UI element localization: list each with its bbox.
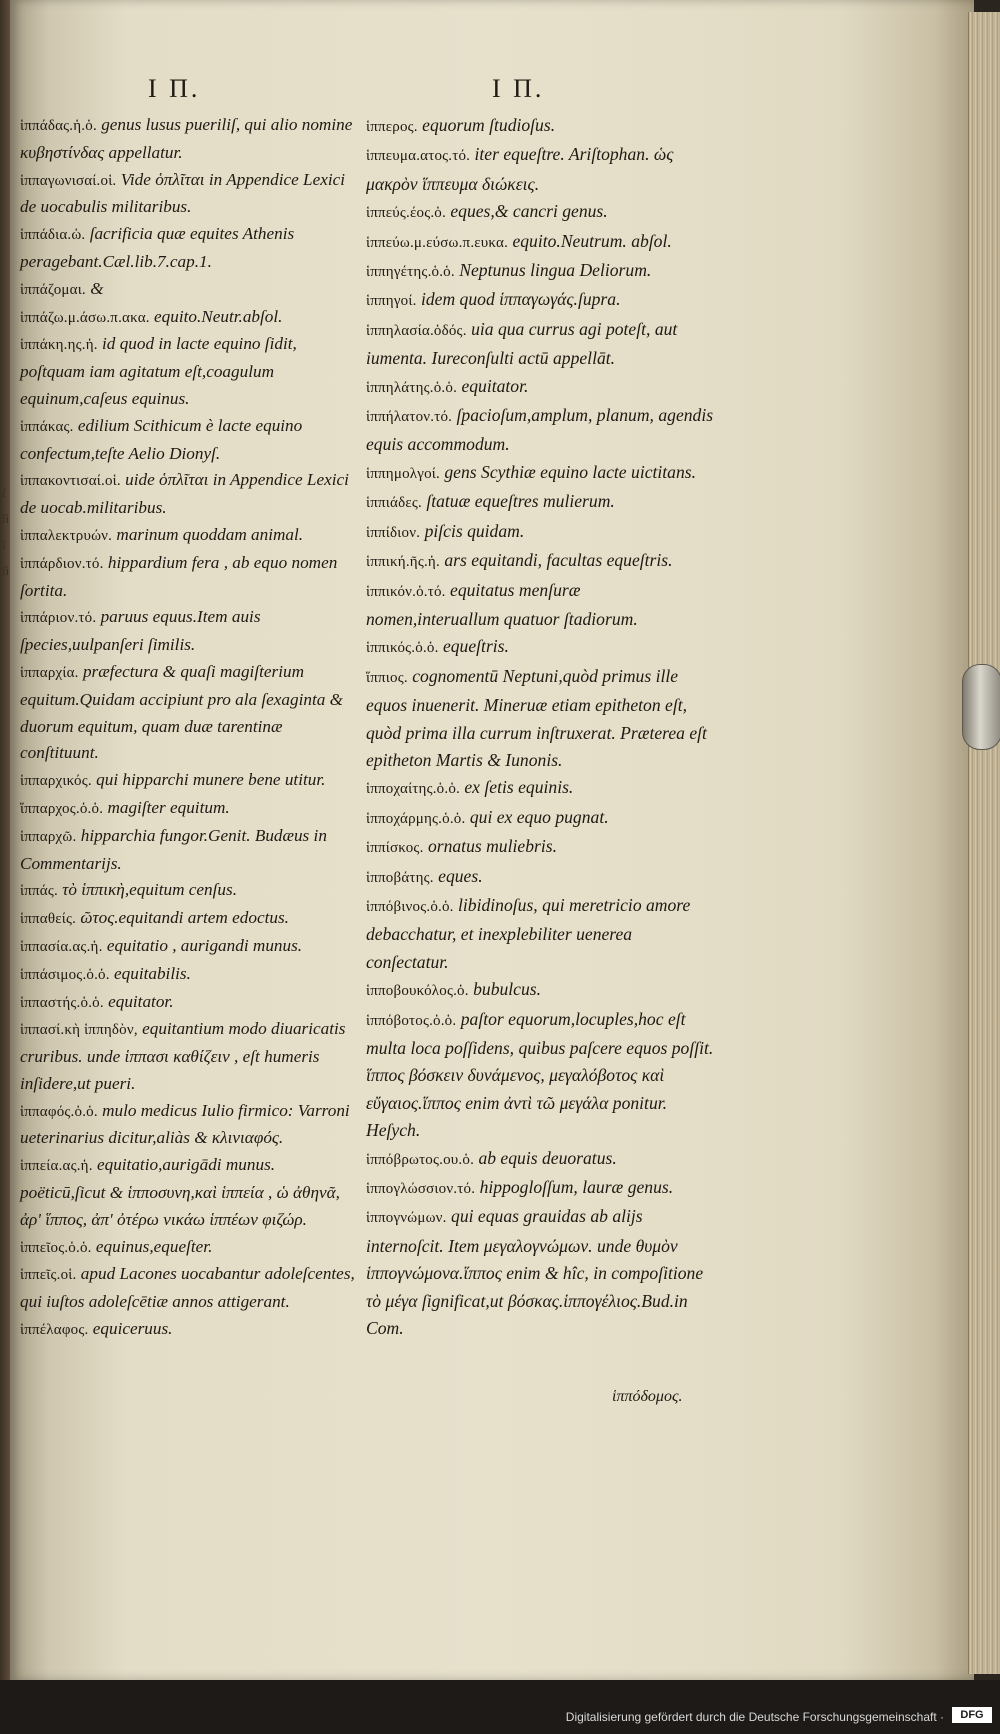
entry-lemma: ἱππαφός.ὁ.ὁ.	[20, 1103, 98, 1120]
entry-definition: equitatio , aurigandi munus.	[106, 935, 303, 955]
dictionary-entry	[20, 167, 360, 222]
dictionary-entry	[20, 877, 360, 905]
dictionary-entry	[366, 833, 718, 862]
entry-definition: hippogloſſum, lauræ genus.	[479, 1177, 674, 1198]
dictionary-entry	[20, 221, 360, 276]
entry-definition: idem quod ἱππαγωγάς.ſupra.	[420, 289, 621, 310]
entry-definition: bubulcus.	[473, 979, 542, 1000]
entry-definition: eques,& cancri genus.	[450, 201, 608, 222]
entry-definition: qui ex equo pugnat.	[469, 806, 609, 827]
entry-definition: equitator.	[461, 375, 529, 396]
entry-lemma: ἱππικόν.ὁ.τό.	[366, 583, 446, 600]
entry-lemma: ἱππηλάτης.ὁ.ὁ.	[366, 379, 458, 396]
dictionary-entry	[20, 795, 360, 823]
entry-lemma: ἱππεῖος.ὁ.ὁ.	[20, 1239, 92, 1256]
entry-lemma: ἱπποχάρμης.ὁ.ὁ.	[366, 810, 466, 827]
entry-lemma: ἱππερος.	[366, 119, 418, 135]
entry-lemma: ἱππίσκος.	[366, 840, 424, 857]
dictionary-entry	[366, 577, 718, 634]
entry-lemma: ἱππημολγοί.	[366, 465, 440, 482]
entry-definition: &	[90, 278, 104, 298]
entry-definition: iter equeſtre. Ariſtophan. ὡς μακρὸν ἵππευμα διώκεις.	[366, 144, 674, 194]
entry-definition: Neptunus lingua Deliorum.	[459, 260, 652, 281]
entry-lemma: ἱπποβουκόλος.ὁ.	[366, 983, 469, 1000]
entry-lemma: ἱππάκας.	[20, 418, 74, 435]
entry-definition: ex ſetis equinis.	[464, 777, 574, 798]
dictionary-entry	[366, 774, 718, 803]
dictionary-entry	[366, 257, 718, 286]
entry-lemma: ἱππεύς.έος.ὁ.	[366, 205, 446, 222]
dictionary-entry	[20, 767, 360, 795]
entry-definition: equitatio,aurigādi munus. poëticū,ſicut & ἱπποσυνη,καὶ ἱππεία , ὡ ἀθηνᾶ, ἀρ' ἵππος, ἀπ' ὀτέρω νικάω ἱππέων φιζώρ.	[20, 1155, 340, 1229]
entry-lemma: ἱππεῖς.οἱ.	[20, 1267, 77, 1284]
entry-lemma: ἱππεύω.μ.εύσω.π.ευκα.	[366, 234, 509, 251]
dictionary-entry	[366, 286, 718, 315]
dictionary-entry	[20, 933, 360, 961]
dfg-logo: DFG	[952, 1707, 992, 1723]
entry-lemma: ἱππάκη.ης.ἡ.	[20, 337, 98, 354]
running-head-right: I Π.	[492, 74, 545, 103]
dictionary-entry	[366, 1006, 718, 1145]
margin-mark: ſi	[2, 511, 10, 526]
entry-definition: hippardium fera , ab equo nomen ſortita.	[20, 552, 338, 600]
margin-mark: ſ	[2, 485, 6, 500]
dictionary-entry	[366, 459, 718, 488]
entry-definition: libidinoſus, qui meretricio amore debacchatur, et inexplebiliter uenerea conſectatur.	[366, 894, 691, 972]
entry-lemma: ἱππέλαφος.	[20, 1322, 89, 1339]
dictionary-entry	[20, 823, 360, 878]
entry-lemma: ἱππάριον.τό.	[20, 610, 97, 627]
margin-mark: ſ	[2, 537, 6, 552]
entry-definition: equitator.	[108, 991, 174, 1011]
entry-lemma: ἱππόβινος.ὁ.ὁ.	[366, 898, 454, 915]
dictionary-entry	[20, 1152, 360, 1233]
entry-definition: paruus equus.Item auis ſpecies,uulpanſeri ſimilis.	[20, 607, 261, 655]
left-margin-marks	[2, 480, 14, 584]
entry-lemma: ἱππασία.ας.ἡ.	[20, 938, 103, 955]
entry-definition: equorum ſtudioſus.	[422, 115, 556, 135]
entry-lemma: ἱππαλεκτρυών.	[20, 527, 113, 544]
dictionary-entry	[20, 112, 360, 167]
dictionary-entry	[20, 659, 360, 767]
entry-definition: piſcis quidam.	[424, 520, 525, 541]
dictionary-entry	[366, 518, 718, 547]
entry-lemma: ἱππογνώμων.	[366, 1210, 447, 1227]
dictionary-entry	[366, 402, 718, 459]
dictionary-entry	[20, 1234, 360, 1262]
dictionary-entry	[20, 467, 360, 522]
dictionary-entry	[20, 1261, 360, 1316]
entry-definition: paſtor equorum,locuples,hoc eſt multa loca poſſidens, quibus paſcere equos poſſit. ἵππος βόσκειν δυνάμενος, μεγαλόβοτος καὶ εὔγαιος.ἵππος enim ἀντὶ τῶ μεγάλα ponitur. Heſych.	[366, 1008, 714, 1141]
entry-definition: eques.	[438, 865, 483, 886]
dictionary-entry	[366, 1174, 718, 1203]
dictionary-entry	[20, 604, 360, 659]
entry-definition: uia qua currus agi poteſt, aut iumenta. Iureconſulti actū appellāt.	[366, 318, 678, 369]
entry-definition: præfectura & quaſi magiſterium equitum.Quidam accipiunt pro ala ſexaginta & duorum equitum, quam duæ tarentinæ conſtituunt.	[20, 661, 344, 763]
dictionary-entry	[366, 547, 718, 576]
entry-definition: ſpacioſum,amplum, planum, agendis equis accommodum.	[366, 405, 714, 455]
entry-definition: equitabilis.	[114, 963, 191, 983]
entry-lemma: ἱππαστής.ὁ.ὁ.	[20, 994, 104, 1011]
entry-lemma: ἱππαρχῶ.	[20, 828, 77, 845]
entry-definition: genus lusus pueriliſ, qui alio nomine κυβηστίνδας appellatur.	[20, 115, 353, 162]
entry-definition: gens Scythiæ equino lacte uictitans.	[444, 461, 697, 482]
dictionary-entry	[20, 961, 360, 989]
entry-lemma: ἱππικός.ὁ.ὁ.	[366, 640, 439, 657]
entry-definition: equinus,equeſter.	[95, 1236, 213, 1256]
footer-bar	[0, 1680, 1000, 1734]
entry-definition: ornatus muliebris.	[427, 836, 557, 857]
page-fore-edge	[968, 12, 1000, 1674]
entry-definition: uide ὁπλῖται in Appendice Lexici de uocab.militaribus.	[20, 470, 349, 518]
dictionary-entry	[366, 112, 718, 141]
entry-lemma: ἱππασί.κὴ ἱππηδὸν,	[20, 1022, 138, 1039]
dictionary-entry	[20, 331, 360, 412]
entry-lemma: ἵππιος.	[366, 669, 408, 686]
entry-lemma: ἱππάδας.ἡ.ὁ.	[20, 118, 97, 134]
dictionary-entry	[366, 633, 718, 662]
entry-definition: equito.Neutrum. abſol.	[512, 230, 672, 251]
dictionary-entry	[366, 663, 718, 775]
dictionary-entry	[366, 141, 718, 198]
entry-lemma: ἱππάς.	[20, 883, 58, 900]
dictionary-entry	[20, 522, 360, 550]
entry-definition: ab equis deuoratus.	[478, 1147, 617, 1168]
entry-definition: qui equas grauidas ab alijs internoſcit. Item μεγαλογνώμων. unde θυμὸν ἱππογνώμονα.ἵππος enim & hîc, in compoſitione τὸ μέγα ſignificat,ut βόσκας.ἱππογέλιος.Bud.in Com.	[366, 1206, 704, 1339]
entry-lemma: ἱππάδια.ὡ.	[20, 227, 86, 244]
entry-lemma: ἱππογλώσσιον.τό.	[366, 1181, 476, 1198]
dictionary-entry	[20, 276, 360, 304]
entry-lemma: ἱππόβοτος.ὁ.ὁ.	[366, 1012, 457, 1029]
entry-definition: magiſter equitum.	[107, 797, 230, 817]
entry-definition: qui hipparchi munere bene utitur.	[96, 770, 326, 790]
dictionary-entry	[20, 1098, 360, 1153]
left-column	[20, 112, 360, 1344]
entry-lemma: ἱπποχαίτης.ὁ.ὁ.	[366, 781, 460, 798]
entry-lemma: ἱππεία.ας.ἡ.	[20, 1158, 93, 1175]
entry-lemma: ἱππάρδιον.τό.	[20, 555, 104, 572]
entry-definition: equiceruus.	[92, 1319, 173, 1339]
dictionary-entry	[20, 989, 360, 1017]
running-head-left: I Π.	[148, 74, 201, 103]
dictionary-entry	[366, 373, 718, 402]
entry-lemma: ἵππαρχος.ὁ.ὁ.	[20, 800, 104, 817]
entry-definition: marinum quoddam animal.	[116, 524, 304, 544]
entry-definition: edilium Scithicum è lacte equino confectum,teſte Aelio Dionyſ.	[20, 415, 303, 463]
dictionary-entry	[20, 304, 360, 332]
dictionary-entry	[20, 1016, 360, 1097]
entry-lemma: ἱππάζω.μ.άσω.π.ακα.	[20, 309, 150, 326]
dictionary-entry	[20, 905, 360, 933]
entry-definition: hipparchia fungor.Genit. Budæus in Commentarijs.	[20, 825, 327, 873]
entry-lemma: ἱπποβάτης.	[366, 869, 434, 886]
entry-lemma: ἱππαγωνισαί.οἱ.	[20, 172, 117, 189]
dictionary-entry	[366, 892, 718, 976]
dictionary-entry	[20, 413, 360, 468]
entry-lemma: ἱππόβρωτος.ου.ὁ.	[366, 1151, 475, 1168]
entry-lemma: ἱππηλασία.ὁδός.	[366, 322, 467, 339]
entry-definition: equeſtris.	[442, 636, 509, 657]
entry-lemma: ἱππάζομαι.	[20, 281, 86, 298]
dictionary-entry	[366, 198, 718, 227]
dictionary-entry	[366, 316, 718, 373]
entry-definition: equitantium modo diuaricatis cruribus. unde ἱππασι καθίζειν , eſt humeris inſidere,ut pueri.	[20, 1019, 346, 1093]
entry-lemma: ἱππευμα.ατος.τό.	[366, 148, 471, 165]
entry-definition: equitatus menſuræ nomen,interuallum quatuor ſtadiorum.	[366, 579, 638, 629]
dictionary-entry	[20, 1316, 360, 1344]
dictionary-entry	[366, 228, 718, 257]
entry-lemma: ἱππίδιον.	[366, 524, 421, 541]
catchword: ἱππόδομος.	[612, 1388, 683, 1405]
entry-lemma: ἱππική.ῆς.ἡ.	[366, 554, 440, 571]
entry-definition: Vide ὁπλῖται in Appendice Lexici de uocabulis militaribus.	[20, 169, 346, 217]
entry-lemma: ἱππηγέτης.ὁ.ὁ.	[366, 264, 455, 281]
dictionary-entry	[366, 863, 718, 892]
entry-lemma: ἱππαρχία.	[20, 664, 79, 681]
entry-lemma: ἱππιάδες.	[366, 495, 422, 512]
entry-lemma: ἱππαθείς.	[20, 911, 77, 928]
entry-definition: apud Lacones uocabantur adoleſcentes, qui iuſtos adoleſcētiæ annos attigerant.	[20, 1264, 355, 1312]
dictionary-entry	[366, 976, 718, 1005]
dictionary-entry	[366, 804, 718, 833]
entry-definition: ars equitandi, facultas equeſtris.	[444, 550, 673, 571]
entry-lemma: ἱππαρχικός.	[20, 773, 92, 790]
margin-mark: ſi	[2, 563, 10, 578]
entry-definition: mulo medicus Iulio firmico: Varroni ueterinarius dicitur,aliàs & κλινιαφός.	[20, 1100, 350, 1148]
entry-lemma: ἱππηγοί.	[366, 293, 417, 310]
dictionary-entry	[20, 550, 360, 605]
entry-lemma: ἱππακοντισαί.οἱ.	[20, 473, 121, 490]
entry-definition: ſtatuæ equeſtres mulierum.	[426, 491, 615, 512]
entry-lemma: ἱππάσιμος.ὁ.ὁ.	[20, 966, 110, 983]
entry-definition: id quod in lacte equino ſidit, poſtquam iam agitatum eſt,coagulum equinum,caſeus equinus.	[20, 334, 297, 408]
book-clasp	[962, 664, 1000, 750]
entry-definition: equito.Neutr.abſol.	[154, 306, 283, 326]
dictionary-entry	[366, 1203, 718, 1342]
right-column	[366, 112, 718, 1342]
entry-lemma: ἱππήλατον.τό.	[366, 409, 453, 426]
dictionary-entry	[366, 488, 718, 517]
entry-definition: τὸ ἱππικὴ,equitum cenſus.	[62, 880, 237, 900]
entry-definition: cognomentū Neptuni,quòd primus ille equos inuenerit. Mineruæ etiam epitheton eſt, quòd prima illa currum inſtruxerat. Præterea eſt epitheton Martis & Iunonis.	[366, 665, 707, 770]
footer-credit: Digitalisierung gefördert durch die Deutsche Forschungsgemeinschaft ·	[565, 1710, 944, 1724]
entry-definition: ῶτος.equitandi artem edoctus.	[80, 908, 289, 928]
entry-definition: ſacrificia quæ equites Athenis peragebant.Cæl.lib.7.cap.1.	[20, 224, 295, 271]
dictionary-entry	[366, 1145, 718, 1174]
